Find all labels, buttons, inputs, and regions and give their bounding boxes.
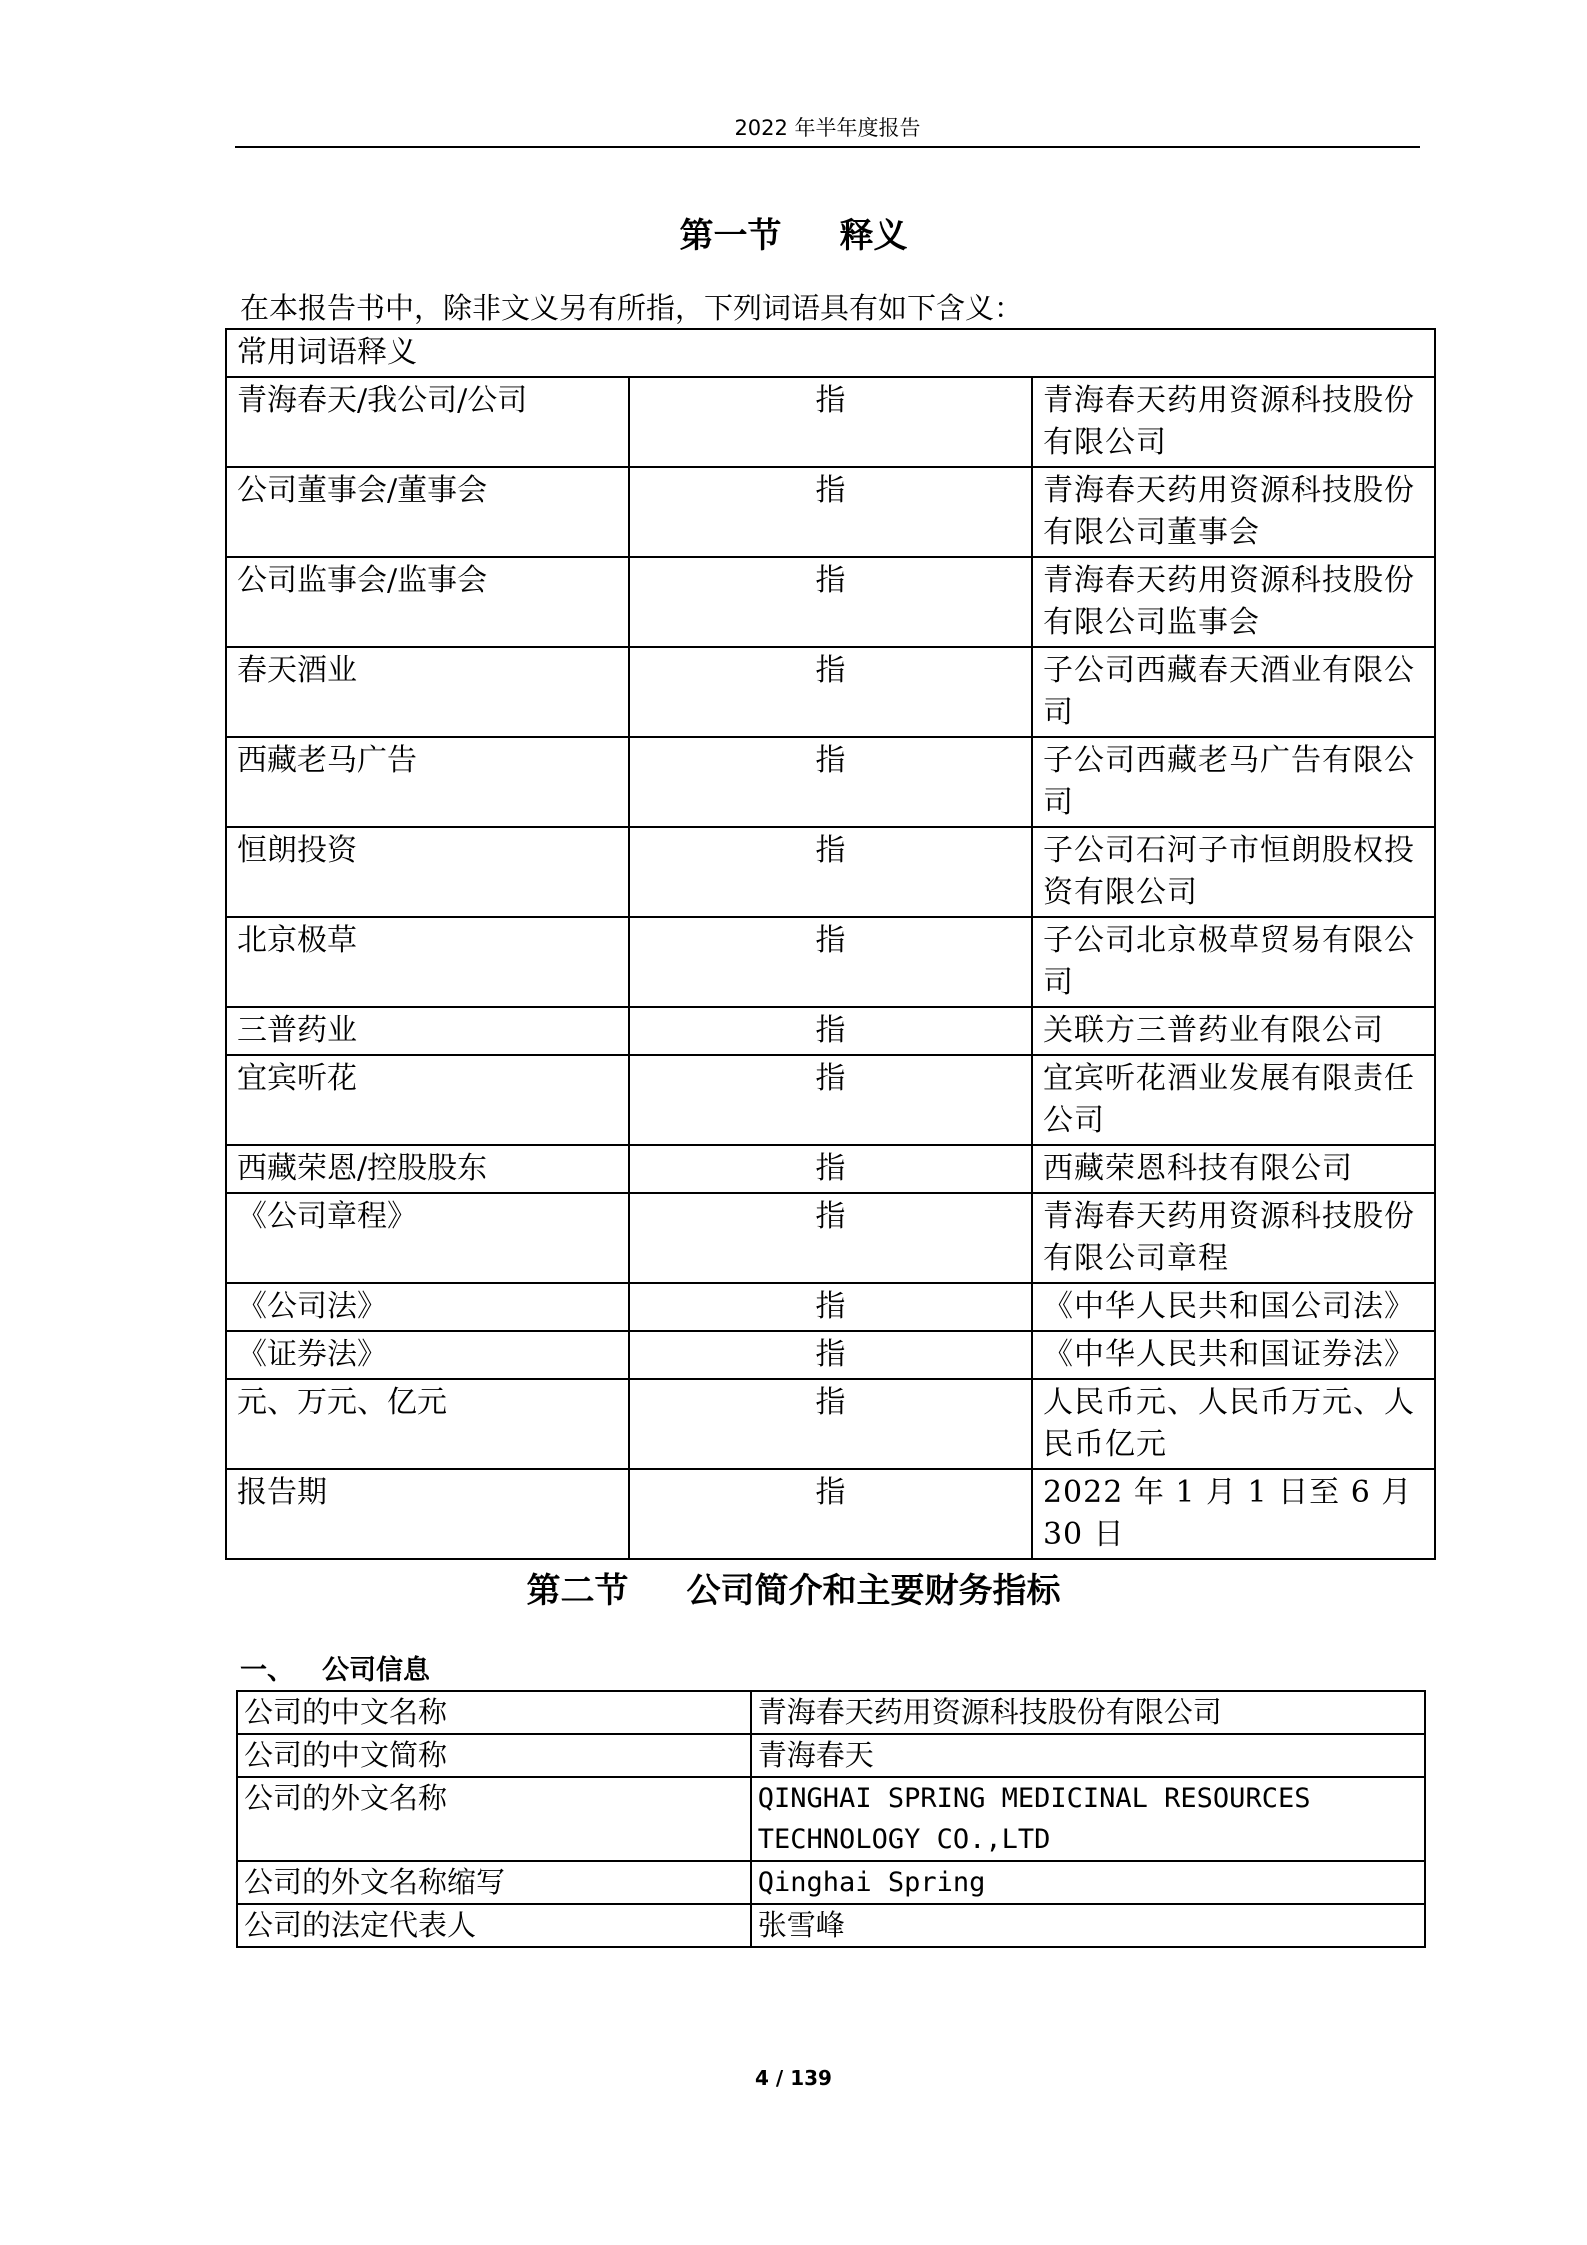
definition-cell: 青海春天药用资源科技股份有限公司监事会 — [1032, 557, 1435, 647]
definitions-intro: 在本报告书中，除非文义另有所指，下列词语具有如下含义： — [240, 291, 1024, 325]
definition-cell: 青海春天药用资源科技股份有限公司章程 — [1032, 1193, 1435, 1283]
definition-cell: 青海春天药用资源科技股份有限公司董事会 — [1032, 467, 1435, 557]
info-value: 张雪峰 — [751, 1904, 1425, 1947]
section-1-number: 第一节 — [679, 216, 782, 256]
definition-cell: 2022 年 1 月 1 日至 6 月 30 日 — [1032, 1469, 1435, 1559]
definition-cell: 《中华人民共和国公司法》 — [1032, 1283, 1435, 1331]
table-row — [237, 1691, 1425, 1734]
term-cell: 宜宾听花 — [226, 1055, 629, 1145]
relation-cell: 指 — [629, 737, 1032, 827]
company-info-heading — [240, 1648, 430, 1687]
info-value: 青海春天药用资源科技股份有限公司 — [751, 1691, 1425, 1734]
table-row — [226, 1379, 1435, 1469]
table-row — [226, 1469, 1435, 1559]
table-row — [226, 1331, 1435, 1379]
term-cell: 青海春天/我公司/公司 — [226, 377, 629, 467]
term-cell: 北京极草 — [226, 917, 629, 1007]
relation-cell: 指 — [629, 1145, 1032, 1193]
definition-cell: 宜宾听花酒业发展有限责任公司 — [1032, 1055, 1435, 1145]
section-2-name: 公司简介和主要财务指标 — [686, 1571, 1061, 1611]
relation-cell: 指 — [629, 377, 1032, 467]
company-info-table — [236, 1690, 1426, 1948]
table-row — [226, 1145, 1435, 1193]
definition-cell: 子公司石河子市恒朗股权投资有限公司 — [1032, 827, 1435, 917]
definition-cell: 关联方三普药业有限公司 — [1032, 1007, 1435, 1055]
table-row — [226, 1193, 1435, 1283]
table-row — [237, 1861, 1425, 1904]
term-cell: 《公司法》 — [226, 1283, 629, 1331]
definition-cell: 人民币元、人民币万元、人民币亿元 — [1032, 1379, 1435, 1469]
table-row — [237, 1734, 1425, 1777]
info-value: 青海春天 — [751, 1734, 1425, 1777]
relation-cell: 指 — [629, 557, 1032, 647]
term-cell: 《证券法》 — [226, 1331, 629, 1379]
relation-cell: 指 — [629, 917, 1032, 1007]
section-1-title — [0, 208, 1587, 257]
relation-cell: 指 — [629, 1193, 1032, 1283]
term-cell: 《公司章程》 — [226, 1193, 629, 1283]
info-label: 公司的外文名称缩写 — [237, 1861, 751, 1904]
table-row — [237, 1904, 1425, 1947]
table-row — [226, 1007, 1435, 1055]
relation-cell: 指 — [629, 647, 1032, 737]
section-2-number: 第二节 — [526, 1571, 629, 1611]
info-value: Qinghai Spring — [751, 1861, 1425, 1904]
table-row — [226, 377, 1435, 467]
definitions-table — [225, 328, 1436, 1560]
header-rule — [235, 146, 1420, 148]
relation-cell: 指 — [629, 1283, 1032, 1331]
info-label: 公司的法定代表人 — [237, 1904, 751, 1947]
table-row — [237, 1777, 1425, 1861]
section-1-name: 释义 — [839, 216, 908, 256]
info-label: 公司的外文名称 — [237, 1777, 751, 1861]
relation-cell: 指 — [629, 1469, 1032, 1559]
relation-cell: 指 — [629, 467, 1032, 557]
info-label: 公司的中文简称 — [237, 1734, 751, 1777]
table-row — [226, 557, 1435, 647]
term-cell: 三普药业 — [226, 1007, 629, 1055]
definition-cell: 西藏荣恩科技有限公司 — [1032, 1145, 1435, 1193]
term-cell: 公司董事会/董事会 — [226, 467, 629, 557]
table-row — [226, 827, 1435, 917]
definition-cell: 青海春天药用资源科技股份有限公司 — [1032, 377, 1435, 467]
page-header: 2022 年半年度报告 — [734, 116, 921, 140]
table-row — [226, 917, 1435, 1007]
table-caption-row — [226, 329, 1435, 377]
table-row — [226, 467, 1435, 557]
definition-cell: 子公司北京极草贸易有限公司 — [1032, 917, 1435, 1007]
definition-cell: 子公司西藏春天酒业有限公司 — [1032, 647, 1435, 737]
term-cell: 西藏老马广告 — [226, 737, 629, 827]
term-cell: 恒朗投资 — [226, 827, 629, 917]
company-info-title: 公司信息 — [322, 1655, 430, 1686]
relation-cell: 指 — [629, 1379, 1032, 1469]
company-info-number: 一、 — [240, 1655, 294, 1686]
relation-cell: 指 — [629, 1055, 1032, 1145]
table-row — [226, 647, 1435, 737]
table-row — [226, 1283, 1435, 1331]
page-number: 4 / 139 — [755, 2066, 832, 2090]
table-caption: 常用词语释义 — [226, 329, 1435, 377]
definition-cell: 《中华人民共和国证券法》 — [1032, 1331, 1435, 1379]
definition-cell: 子公司西藏老马广告有限公司 — [1032, 737, 1435, 827]
relation-cell: 指 — [629, 827, 1032, 917]
term-cell: 元、万元、亿元 — [226, 1379, 629, 1469]
term-cell: 春天酒业 — [226, 647, 629, 737]
relation-cell: 指 — [629, 1007, 1032, 1055]
relation-cell: 指 — [629, 1331, 1032, 1379]
info-label: 公司的中文名称 — [237, 1691, 751, 1734]
info-value: QINGHAI SPRING MEDICINAL RESOURCES TECHNOLOGY CO.,LTD — [751, 1777, 1425, 1861]
table-row — [226, 1055, 1435, 1145]
table-row — [226, 737, 1435, 827]
term-cell: 西藏荣恩/控股股东 — [226, 1145, 629, 1193]
term-cell: 报告期 — [226, 1469, 629, 1559]
term-cell: 公司监事会/监事会 — [226, 557, 629, 647]
section-2-title — [0, 1563, 1587, 1612]
